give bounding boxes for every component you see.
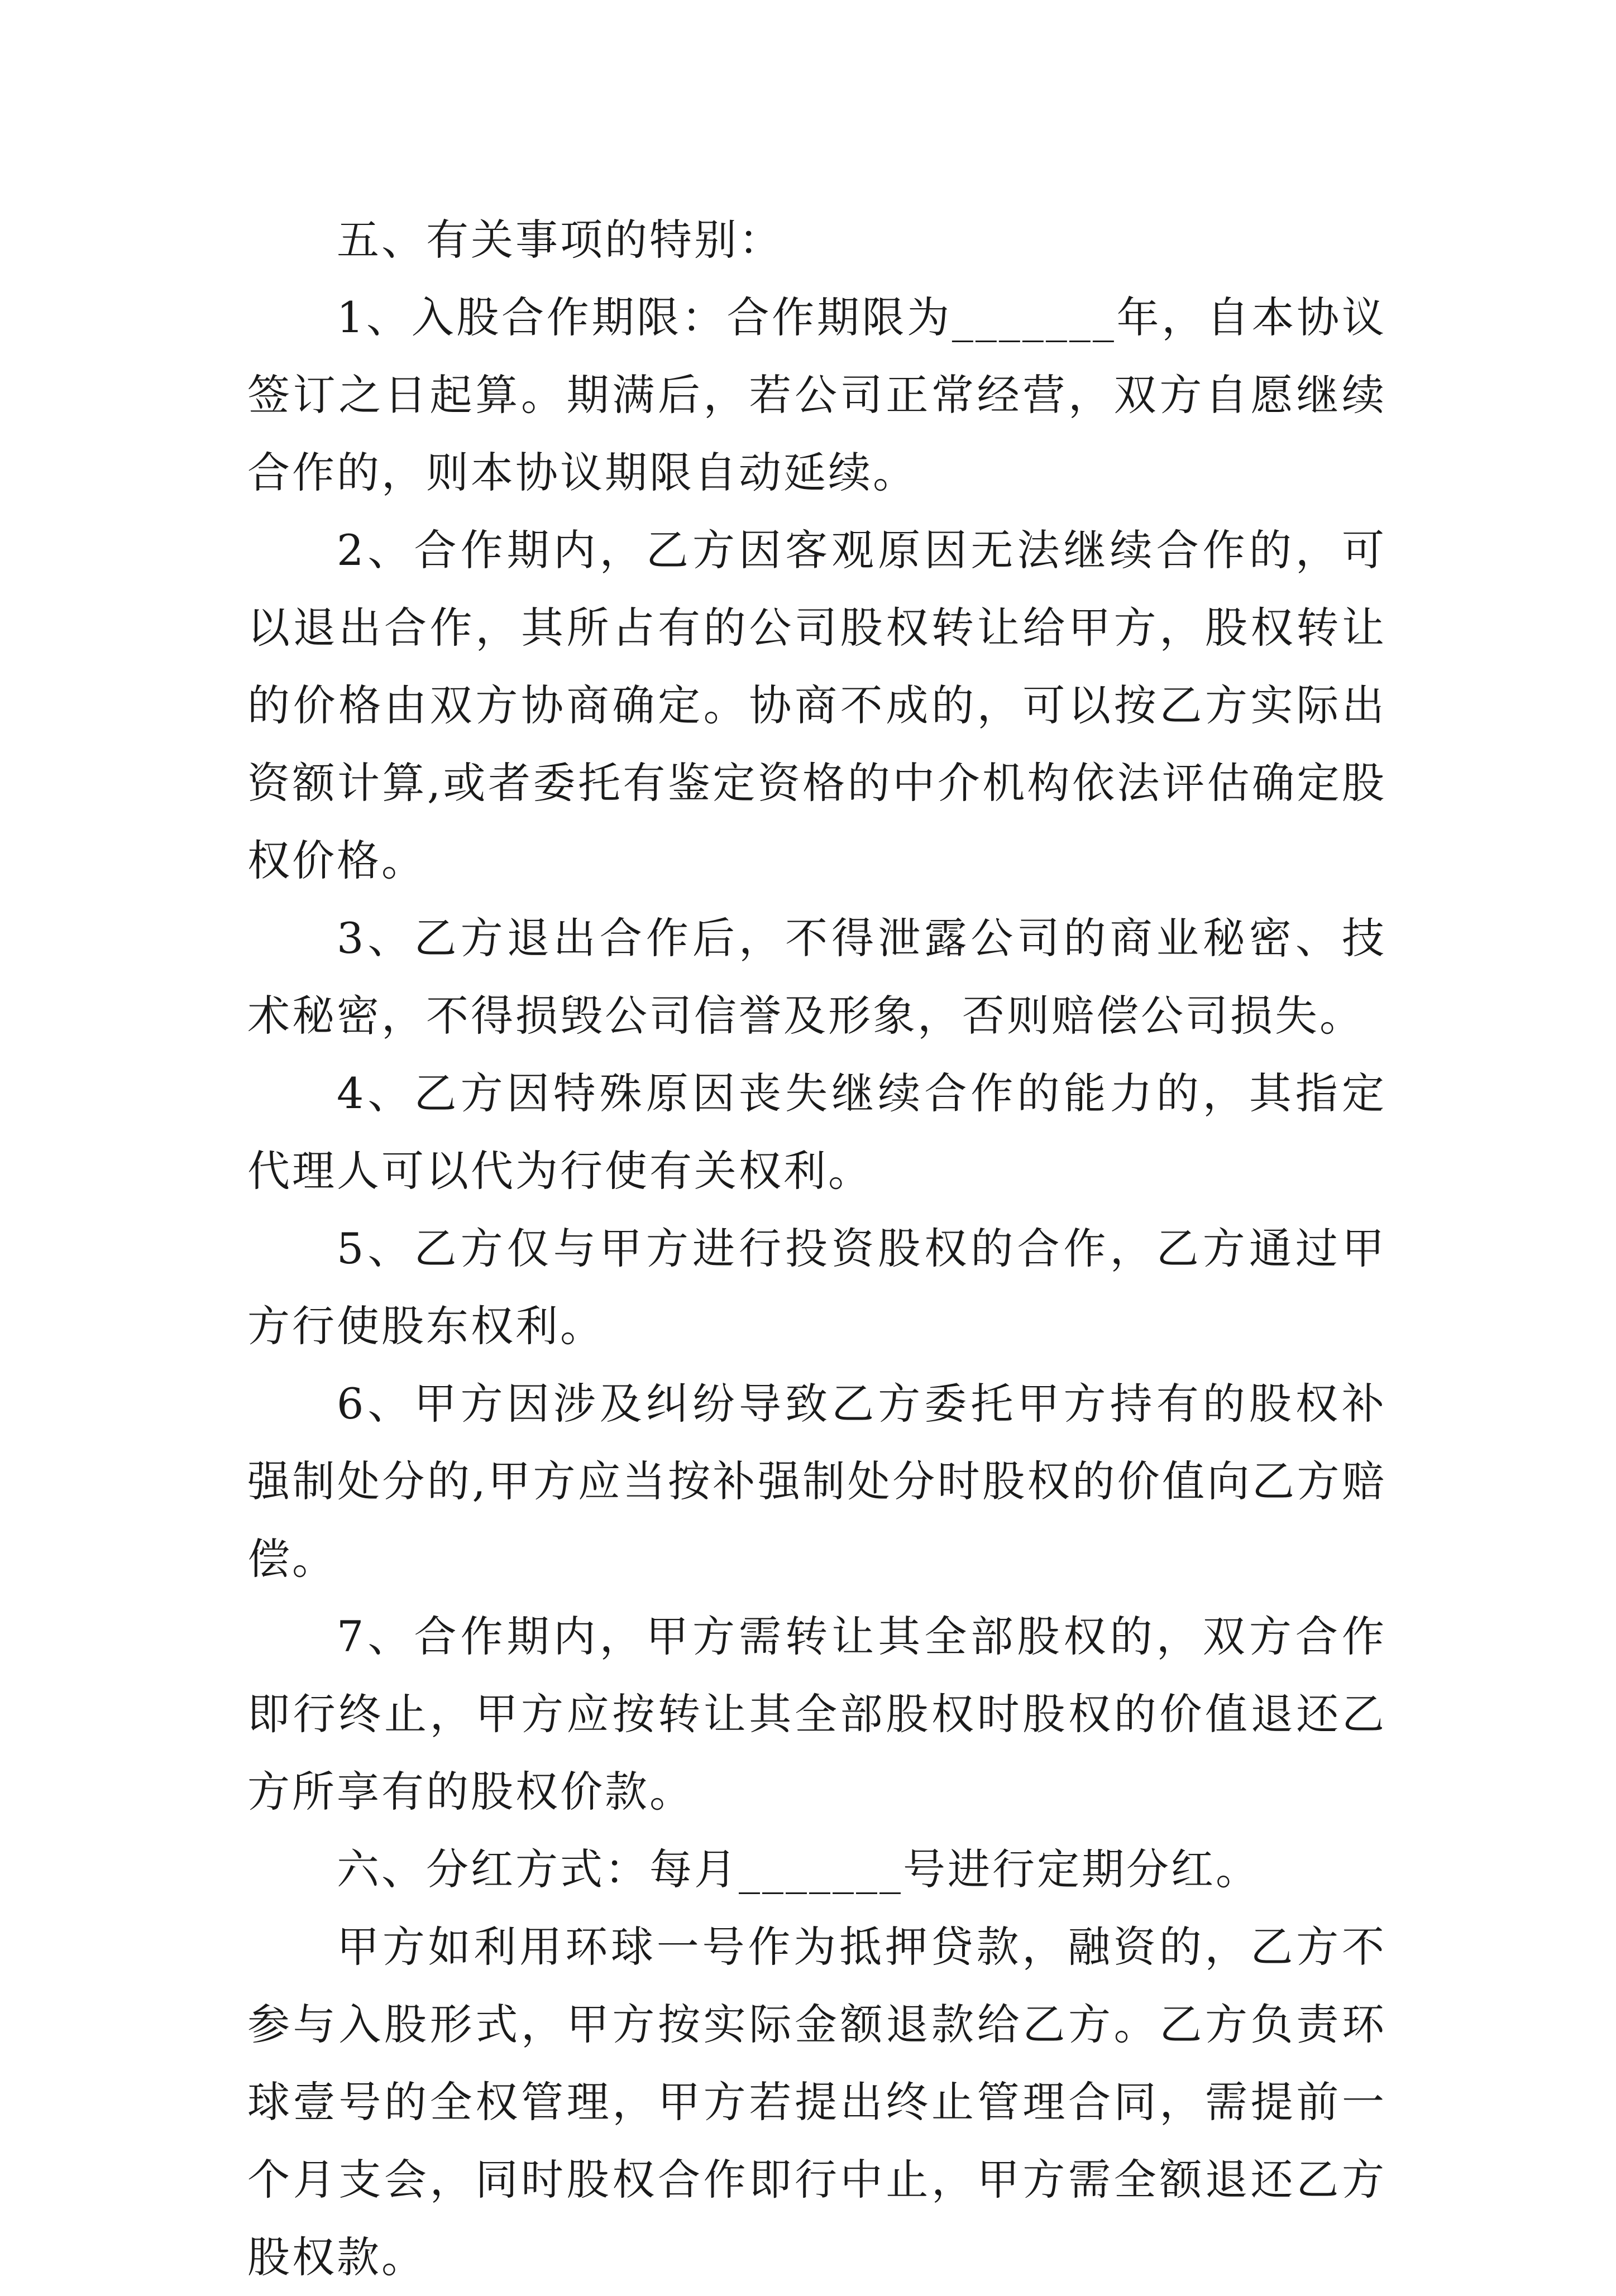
section-heading-special-matters: 五、有关事项的特别：	[337, 215, 783, 265]
clause-3-confidentiality: 3、乙方退出合作后，不得泄露公司的商业秘密、技术秘密，不得损毁公司信誉及形象，否则赔偿公司损失。	[247, 913, 1386, 1041]
clause-5-shareholder-rights: 5、乙方仅与甲方进行投资股权的合作，乙方通过甲方行使股东权利。	[247, 1224, 1386, 1351]
clause-2-withdrawal: 2、合作期内，乙方因客观原因无法继续合作的，可以退出合作，其所占有的公司股权转让给甲方，股权转让的价格由双方协商确定。协商不成的，可以按乙方实际出资额计算,或者委托有鉴定资格的中介机构依法评估确定股权价格。	[247, 525, 1386, 885]
paragraph-mortgage-loans: 甲方如利用环球一号作为抵押贷款，融资的，乙方不参与入股形式，甲方按实际金额退款给乙方。乙方负责环球壹号的全权管理，甲方若提出终止管理合同，需提前一个月支会，同时股权合作即行中止，甲方需全额退还乙方股权款。	[247, 1922, 1386, 2282]
document-body	[247, 201, 1386, 2296]
section-heading-dividends: 六、分红方式：每月_______号进行定期分红。	[337, 1844, 1260, 1894]
clause-1-cooperation-term: 1、入股合作期限：合作期限为_______年，自本协议签订之日起算。期满后，若公司正常经营，双方自愿继续合作的，则本协议期限自动延续。	[247, 293, 1386, 497]
clause-7-transfer: 7、合作期内，甲方需转让其全部股权的，双方合作即行终止，甲方应按转让其全部股权时股权的价值退还乙方所享有的股权价款。	[247, 1612, 1386, 1816]
clause-6-disputes: 6、甲方因涉及纠纷导致乙方委托甲方持有的股权补强制处分的,甲方应当按补强制处分时股权的价值向乙方赔偿。	[247, 1379, 1386, 1584]
clause-4-agent: 4、乙方因特殊原因丧失继续合作的能力的，其指定代理人可以代为行使有关权利。	[247, 1068, 1386, 1196]
